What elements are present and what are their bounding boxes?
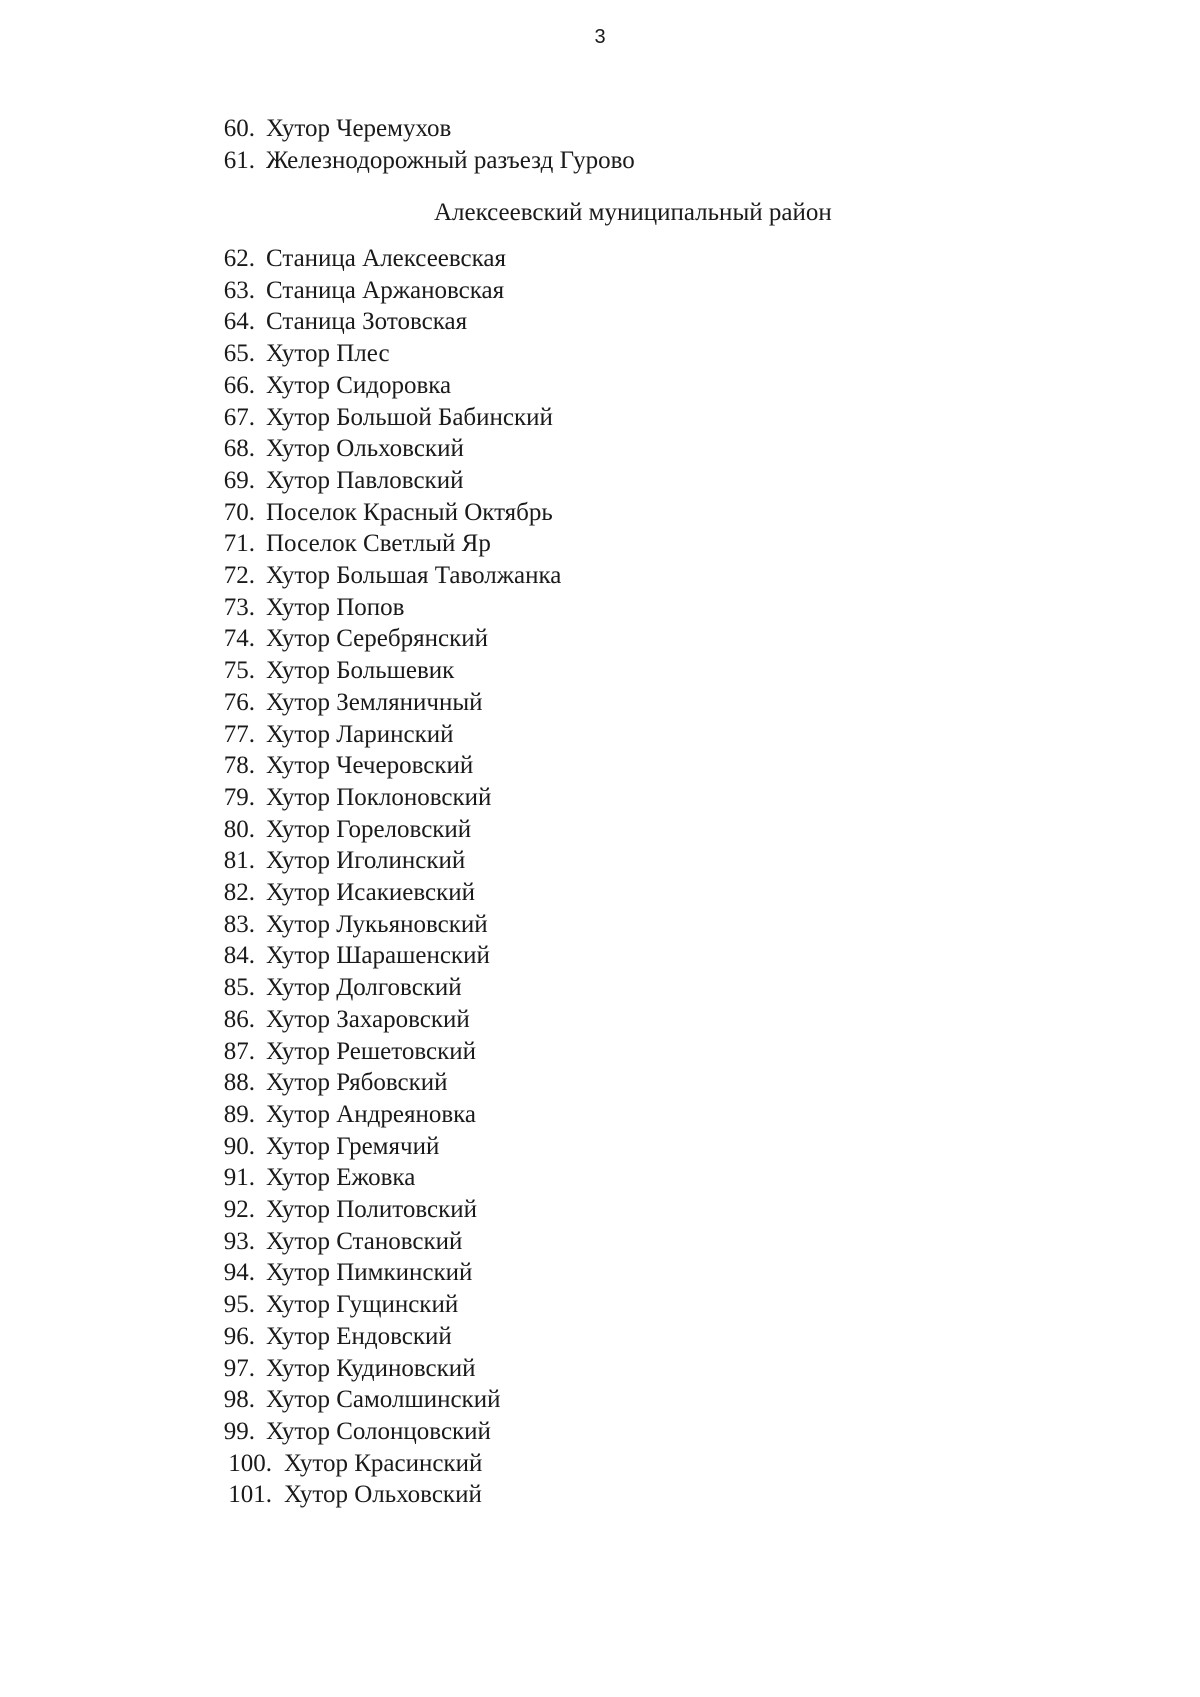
list-item-number: 63.	[223, 276, 255, 304]
list-item-number: 78.	[223, 752, 255, 780]
list-item-number: 74.	[223, 625, 255, 653]
list-item-number: 84.	[223, 942, 255, 970]
list-item-name: Хутор Рябовский	[266, 1069, 448, 1097]
list-item-name: Хутор Пимкинский	[266, 1259, 473, 1287]
list-item-name: Станица Алексеевская	[266, 245, 507, 272]
list-item-name: Хутор Серебрянский	[266, 625, 488, 653]
list-item-number: 86.	[223, 1005, 255, 1033]
list-item-name: Хутор Гущинский	[266, 1291, 459, 1319]
list-item-number: 92.	[223, 1196, 255, 1223]
list-item-number: 87.	[223, 1037, 255, 1065]
list-item-number: 65.	[223, 340, 255, 368]
list-item-name: Хутор Иголинский	[266, 847, 466, 875]
list-item-name: Хутор Чечеровский	[266, 752, 474, 780]
list-item-number: 94.	[223, 1259, 255, 1287]
list-item-number: 89.	[223, 1100, 255, 1128]
list-item-name: Станица Аржановская	[266, 276, 505, 304]
list-item-number: 66.	[223, 371, 255, 399]
list-item-name: Хутор Поклоновский	[266, 783, 492, 811]
list-item-name: Хутор Павловский	[266, 466, 464, 494]
list-item-name: Хутор Черемухов	[266, 115, 452, 142]
list-item-name: Хутор Попов	[266, 593, 405, 621]
list-item-number: 72.	[223, 562, 255, 589]
list-item-number: 79.	[223, 783, 255, 811]
list-item-number: 67.	[223, 403, 255, 431]
list-item-number: 97.	[223, 1354, 255, 1382]
list-item-name: Хутор Большой Бабинский	[266, 403, 553, 431]
list-item-number: 60.	[223, 115, 255, 142]
list-item-name: Хутор Кудиновский	[266, 1354, 476, 1382]
list-item-name: Хутор Становский	[266, 1227, 463, 1255]
list-item-number: 68.	[223, 435, 255, 463]
list-item-name: Хутор Большевик	[266, 657, 455, 685]
list-item-name: Поселок Красный Октябрь	[266, 498, 553, 526]
list-item-name: Хутор Земляничный	[266, 688, 483, 716]
list-item-number: 96.	[223, 1322, 255, 1350]
list-item-name: Хутор Долговский	[266, 974, 462, 1002]
list-item-name: Поселок Светлый Яр	[266, 530, 491, 558]
list-item-number: 76.	[223, 688, 255, 716]
list-item-number: 69.	[223, 466, 255, 494]
list-item-number: 81.	[223, 847, 255, 875]
list-item-number: 82.	[223, 879, 255, 906]
list-item-name: Хутор Лукьяновский	[266, 910, 488, 938]
list-item-name: Хутор Шарашенский	[266, 942, 490, 970]
list-item-name: Хутор Самолшинский	[266, 1386, 501, 1414]
list-item-number: 101.	[228, 1481, 272, 1509]
list-item-name: Хутор Решетовский	[266, 1037, 476, 1065]
list-item-number: 91.	[223, 1164, 255, 1192]
list-item-number: 90.	[223, 1132, 255, 1160]
list-item-number: 99.	[223, 1417, 255, 1445]
list-item-name: Хутор Солонцовский	[266, 1417, 491, 1445]
list-item-number: 70.	[223, 498, 255, 526]
list-item-number: 80.	[223, 815, 255, 843]
section-title: Алексеевский муниципальный район	[434, 199, 832, 226]
list-item-number: 71.	[223, 530, 255, 558]
list-item-number: 88.	[223, 1069, 255, 1097]
list-item-name: Хутор Красинский	[284, 1449, 483, 1477]
list-item-number: 75.	[223, 657, 255, 685]
list-item-name: Хутор Ольховский	[266, 435, 464, 463]
list-item-name: Хутор Большая Таволжанка	[266, 562, 562, 589]
list-item-name: Хутор Плес	[266, 340, 390, 368]
list-item-number: 83.	[223, 910, 255, 938]
list-item-name: Хутор Ларинский	[266, 720, 454, 748]
list-item-number: 85.	[223, 974, 255, 1002]
list-item-name: Хутор Сидоровка	[266, 371, 452, 399]
list-item-name: Хутор Андреяновка	[266, 1100, 476, 1128]
list-item-name: Хутор Политовский	[266, 1196, 478, 1223]
list-item-name: Хутор Исакиевский	[266, 879, 476, 906]
page-number: 3	[594, 26, 606, 48]
list-item-number: 77.	[223, 720, 255, 748]
list-item-name: Хутор Ольховский	[284, 1481, 482, 1509]
list-item-number: 100.	[228, 1449, 272, 1477]
list-item-number: 61.	[223, 146, 255, 174]
list-item-number: 73.	[223, 593, 255, 621]
list-item-name: Хутор Захаровский	[266, 1005, 470, 1033]
list-item-number: 95.	[223, 1291, 255, 1319]
list-item-name: Хутор Гореловский	[266, 815, 472, 843]
list-item-number: 64.	[223, 308, 255, 336]
list-item-name: Хутор Гремячий	[266, 1132, 440, 1160]
list-item-number: 93.	[223, 1227, 255, 1255]
list-item-number: 98.	[223, 1386, 255, 1414]
list-item-number: 62.	[223, 245, 255, 272]
list-item-name: Хутор Ендовский	[266, 1322, 452, 1350]
list-item-name: Станица Зотовская	[266, 308, 468, 336]
list-item-name: Железнодорожный разъезд Гурово	[266, 146, 635, 174]
list-item-name: Хутор Ежовка	[266, 1164, 416, 1192]
